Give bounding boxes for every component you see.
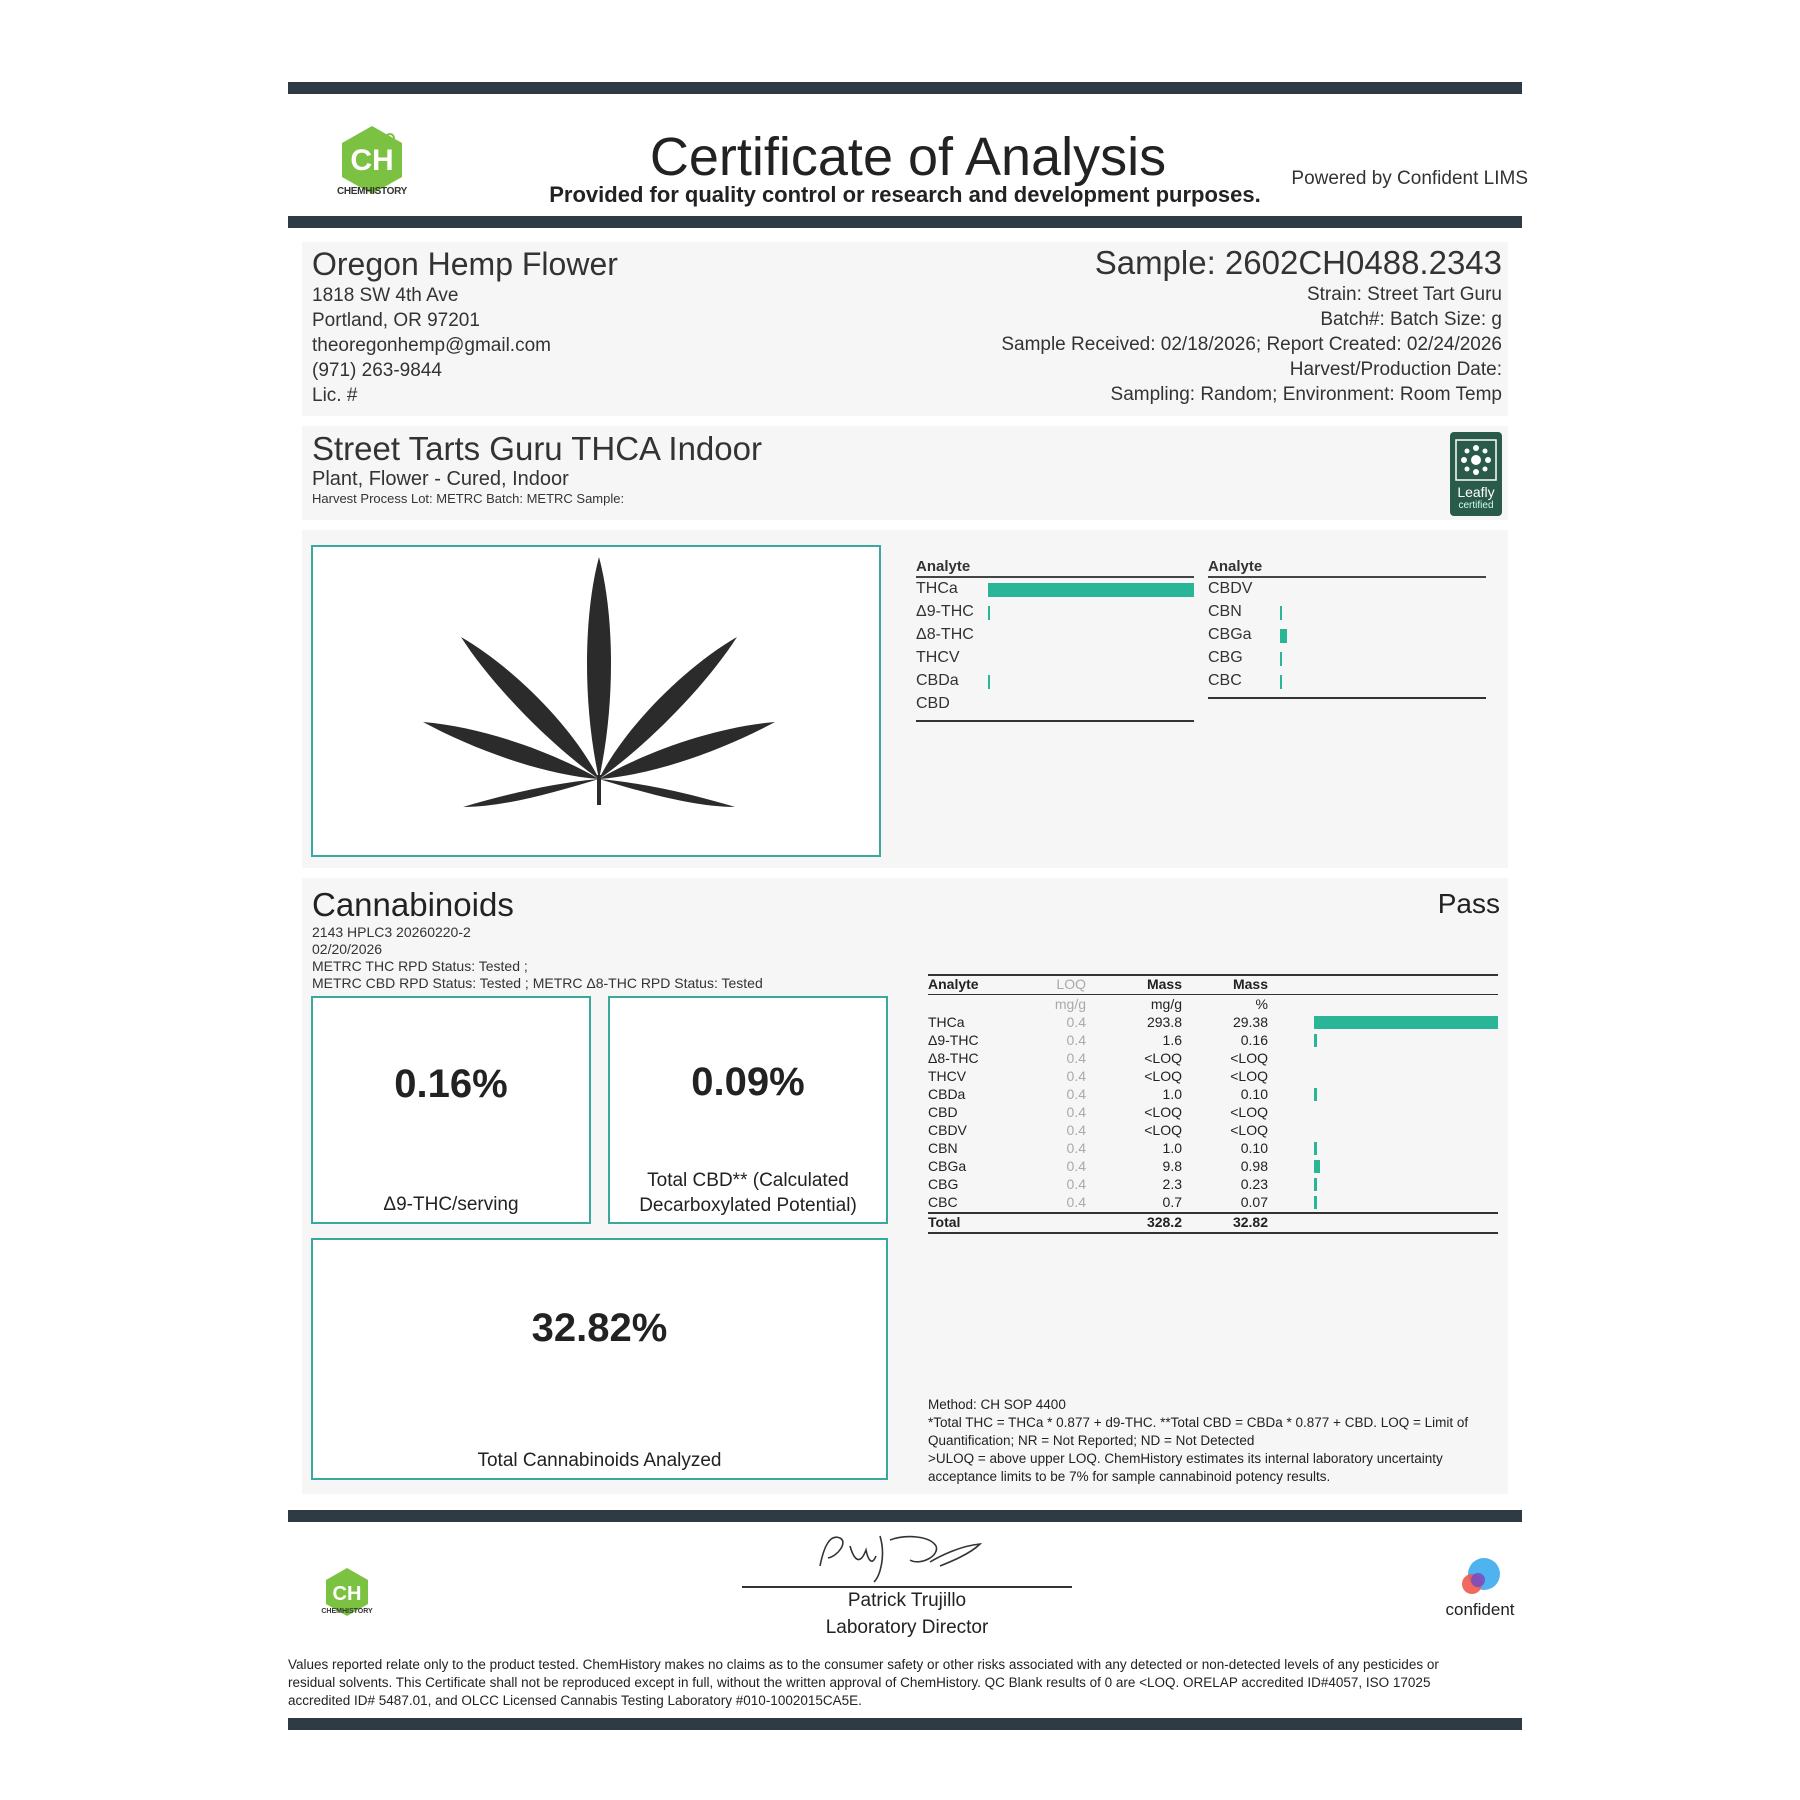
pass-status: Pass (1437, 888, 1500, 919)
left-analyte-bar (988, 675, 990, 689)
left-list-bottom-rule (916, 720, 1194, 722)
row-analyte: CBN (928, 1140, 958, 1156)
summary-right-list (1208, 558, 1486, 698)
total-cannabinoids-box (311, 1238, 888, 1480)
client-phone: (971) 263-9844 (312, 360, 442, 381)
cannabinoids-run: 2143 HPLC3 20260220-2 (312, 924, 471, 940)
row-loq: 0.4 (1066, 1158, 1086, 1174)
row-analyte: CBC (928, 1194, 958, 1210)
signer-name: Patrick Trujillo (847, 1590, 967, 1611)
sample-dates: Sample Received: 02/18/2026; Report Created: 02/24/2026 (1001, 334, 1502, 355)
disclaimer-line1: Values reported relate only to the product tested. ChemHistory makes no claims as to the consumer safety or other risks associated with any detected or non-detected levels of any pesticides or (288, 1657, 1439, 1672)
row-mass-pct: 0.10 (1240, 1086, 1268, 1102)
left-analyte-bar (988, 583, 1194, 597)
sample-batch: Batch#: Batch Size: g (1320, 309, 1502, 330)
row-mass-mg: 9.8 (1162, 1158, 1182, 1174)
left-analyte-label: THCa (916, 580, 958, 597)
total-cannabinoids-caption: Total Cannabinoids Analyzed (477, 1450, 722, 1471)
row-mass-mg: 1.6 (1162, 1032, 1182, 1048)
row-mass-mg: <LOQ (1144, 1068, 1182, 1084)
client-address2: Portland, OR 97201 (312, 310, 480, 331)
method-line3: Quantification; NR = Not Reported; ND = Not Detected (928, 1433, 1255, 1448)
total-cbd-caption-2: Decarboxylated Potential) (639, 1195, 857, 1216)
sample-info (880, 244, 1502, 407)
confident-logo-icon (1452, 1554, 1512, 1602)
cannabinoids-date: 02/20/2026 (312, 941, 383, 957)
method-line5: acceptance limits to be 7% for sample cannabinoid potency results. (928, 1469, 1331, 1484)
client-info (312, 246, 872, 408)
row-loq: 0.4 (1066, 1140, 1086, 1156)
row-loq: 0.4 (1066, 1032, 1086, 1048)
leafly-flower-icon (1450, 436, 1502, 484)
cannabinoids-metrc1: METRC THC RPD Status: Tested ; (312, 958, 528, 974)
col-loq-header: LOQ (1056, 976, 1086, 992)
col-mass-mg-header: Mass (1146, 976, 1182, 992)
cannabinoids-header (312, 886, 912, 992)
right-list-bottom-rule (1208, 697, 1486, 699)
product-type: Plant, Flower - Cured, Indoor (312, 468, 569, 490)
signer-role: Laboratory Director (825, 1617, 989, 1638)
row-analyte: Δ9-THC (928, 1032, 979, 1048)
row-mass-mg: 2.3 (1162, 1176, 1182, 1192)
row-mass-pct: 0.98 (1240, 1158, 1268, 1174)
row-potency-bar (1314, 1016, 1498, 1029)
row-loq: 0.4 (1066, 1176, 1086, 1192)
left-analyte-label: Δ9-THC (916, 603, 974, 620)
row-loq: 0.4 (1066, 1050, 1086, 1066)
signature-icon (810, 1526, 1000, 1586)
bottom-bar (288, 1718, 1522, 1730)
sample-strain: Strain: Street Tart Guru (1306, 284, 1502, 305)
d9-thc-serving-box (311, 996, 591, 1224)
row-analyte: CBD (928, 1104, 958, 1120)
client-license: Lic. # (312, 385, 358, 406)
leaf-image-box (311, 545, 881, 857)
row-loq: 0.4 (1066, 1122, 1086, 1138)
row-mass-pct: 0.07 (1240, 1194, 1268, 1210)
row-mass-mg: 1.0 (1162, 1086, 1182, 1102)
confident-label: confident (1445, 1600, 1515, 1619)
row-mass-pct: <LOQ (1230, 1068, 1268, 1084)
client-email: theoregonhemp@gmail.com (312, 335, 551, 356)
row-potency-bar (1314, 1160, 1320, 1173)
row-mass-pct: 0.10 (1240, 1140, 1268, 1156)
row-potency-bar (1314, 1142, 1317, 1155)
leafly-label: Leafly (1457, 484, 1495, 500)
right-analyte-label: CBGa (1208, 626, 1252, 643)
logo-subtitle: CHEMHISTORY (336, 186, 408, 197)
row-analyte: CBGa (928, 1158, 967, 1174)
row-loq: 0.4 (1066, 1104, 1086, 1120)
left-analyte-label: CBDa (916, 672, 959, 689)
row-mass-pct: 29.38 (1232, 1014, 1268, 1030)
summary-left-list (916, 558, 1194, 720)
row-mass-mg: 1.0 (1162, 1140, 1182, 1156)
cannabinoids-metrc2: METRC CBD RPD Status: Tested ; METRC Δ8-THC RPD Status: Tested (312, 975, 763, 991)
total-cbd-box (608, 996, 888, 1224)
method-line1: Method: CH SOP 4400 (928, 1397, 1066, 1412)
disclaimer (288, 1656, 1528, 1710)
col-mass-mg-unit: mg/g (1150, 996, 1182, 1012)
right-analyte-bar (1280, 629, 1287, 643)
row-analyte: CBDa (928, 1086, 966, 1102)
sample-sampling: Sampling: Random; Environment: Room Temp (1110, 384, 1502, 405)
method-line4: >ULOQ = above upper LOQ. ChemHistory estimates its internal laboratory uncertainty (928, 1451, 1443, 1466)
row-analyte: CBDV (928, 1122, 967, 1138)
row-mass-mg: <LOQ (1144, 1104, 1182, 1120)
small-logo-subtitle: CHEMHISTORY (321, 1608, 373, 1615)
client-name: Oregon Hemp Flower (312, 246, 618, 282)
footer-top-bar (288, 1510, 1522, 1522)
total-cbd-value: 0.09% (691, 1060, 805, 1104)
row-mass-pct: <LOQ (1230, 1122, 1268, 1138)
right-analyte-label: CBC (1208, 672, 1242, 689)
signature-line (742, 1586, 1072, 1588)
left-analyte-bar (988, 606, 990, 620)
row-mass-mg: 293.8 (1146, 1014, 1182, 1030)
row-mass-pct: <LOQ (1230, 1050, 1268, 1066)
row-loq: 0.4 (1066, 1014, 1086, 1030)
cannabis-leaf-icon (313, 547, 879, 855)
col-mass-pct-unit: % (1255, 996, 1268, 1012)
product-name: Street Tarts Guru THCA Indoor (312, 430, 762, 467)
row-analyte: Δ8-THC (928, 1050, 979, 1066)
right-analyte-bar (1280, 675, 1282, 689)
results-table (928, 974, 1498, 1236)
row-loq: 0.4 (1066, 1068, 1086, 1084)
header-bar (288, 216, 1522, 228)
row-analyte: CBG (928, 1176, 959, 1192)
left-analyte-label: CBD (916, 695, 950, 712)
svg-text:CH: CH (350, 144, 394, 177)
product-info (312, 430, 1212, 506)
row-mass-mg: <LOQ (1144, 1050, 1182, 1066)
right-analyte-label: CBG (1208, 649, 1243, 666)
right-analyte-bar (1280, 652, 1282, 666)
method-line2: *Total THC = THCa * 0.877 + d9-THC. **Total CBD = CBDa * 0.877 + CBD. LOQ = Limit of (928, 1415, 1469, 1430)
table-bottom-rule (928, 1232, 1498, 1234)
left-analyte-label: THCV (916, 649, 960, 666)
row-loq: 0.4 (1066, 1194, 1086, 1210)
col-loq-unit: mg/g (1054, 996, 1086, 1012)
disclaimer-line3: accredited ID# 5487.01, and OLCC Licensed Cannabis Testing Laboratory #010-1002015CA5E. (288, 1693, 862, 1708)
total-cannabinoids-value: 32.82% (531, 1306, 668, 1350)
right-analyte-label: CBN (1208, 603, 1242, 620)
row-mass-mg: <LOQ (1144, 1122, 1182, 1138)
total-cbd-caption-1: Total CBD** (Calculated (647, 1170, 849, 1191)
method-notes (928, 1396, 1508, 1486)
row-potency-bar (1314, 1034, 1317, 1047)
row-mass-mg: 0.7 (1162, 1194, 1182, 1210)
row-mass-pct: 0.23 (1240, 1176, 1268, 1192)
total-mass-mg: 328.2 (1146, 1214, 1182, 1230)
top-bar (288, 82, 1522, 94)
sample-harvest: Harvest/Production Date: (1289, 359, 1502, 380)
row-analyte: THCV (928, 1068, 967, 1084)
table-header-rule (928, 994, 1498, 995)
right-analyte-bar (1280, 606, 1282, 620)
summary-right-header: Analyte (1208, 558, 1486, 578)
row-loq: 0.4 (1066, 1086, 1086, 1102)
row-potency-bar (1314, 1088, 1317, 1101)
right-analyte-label: CBDV (1208, 580, 1253, 597)
row-potency-bar (1314, 1196, 1317, 1209)
col-mass-pct-header: Mass (1232, 976, 1268, 992)
page-title: Certificate of Analysis (649, 127, 1167, 187)
col-analyte-header: Analyte (928, 976, 979, 992)
total-label: Total (928, 1214, 961, 1230)
sample-id: Sample: 2602CH0488.2343 (1094, 244, 1502, 281)
row-potency-bar (1314, 1178, 1317, 1191)
d9-thc-serving-value: 0.16% (394, 1062, 508, 1106)
row-mass-pct: <LOQ (1230, 1104, 1268, 1120)
cannabinoids-title: Cannabinoids (312, 886, 514, 923)
leafly-badge (1450, 432, 1502, 516)
client-address1: 1818 SW 4th Ave (312, 285, 459, 306)
powered-by-label: Powered by Confident LIMS (1291, 168, 1528, 189)
total-mass-pct: 32.82 (1232, 1214, 1268, 1230)
row-analyte: THCa (928, 1014, 965, 1030)
left-analyte-label: Δ8-THC (916, 626, 974, 643)
summary-left-header: Analyte (916, 558, 1194, 578)
disclaimer-line2: residual solvents. This Certificate shall not be reproduced except in full, without the written approval of ChemHistory. QC Blank results of 0 are <LOQ. ORELAP accredited ID#4057, ISO 17025 (288, 1675, 1431, 1690)
d9-thc-serving-caption: Δ9-THC/serving (383, 1194, 519, 1215)
product-lot: Harvest Process Lot: METRC Batch: METRC Sample: (312, 491, 625, 506)
page-subtitle: Provided for quality control or research and development purposes. (549, 182, 1261, 207)
svg-text:CH: CH (332, 1583, 362, 1605)
row-mass-pct: 0.16 (1240, 1032, 1268, 1048)
leafly-certified-label: certified (1458, 500, 1494, 511)
